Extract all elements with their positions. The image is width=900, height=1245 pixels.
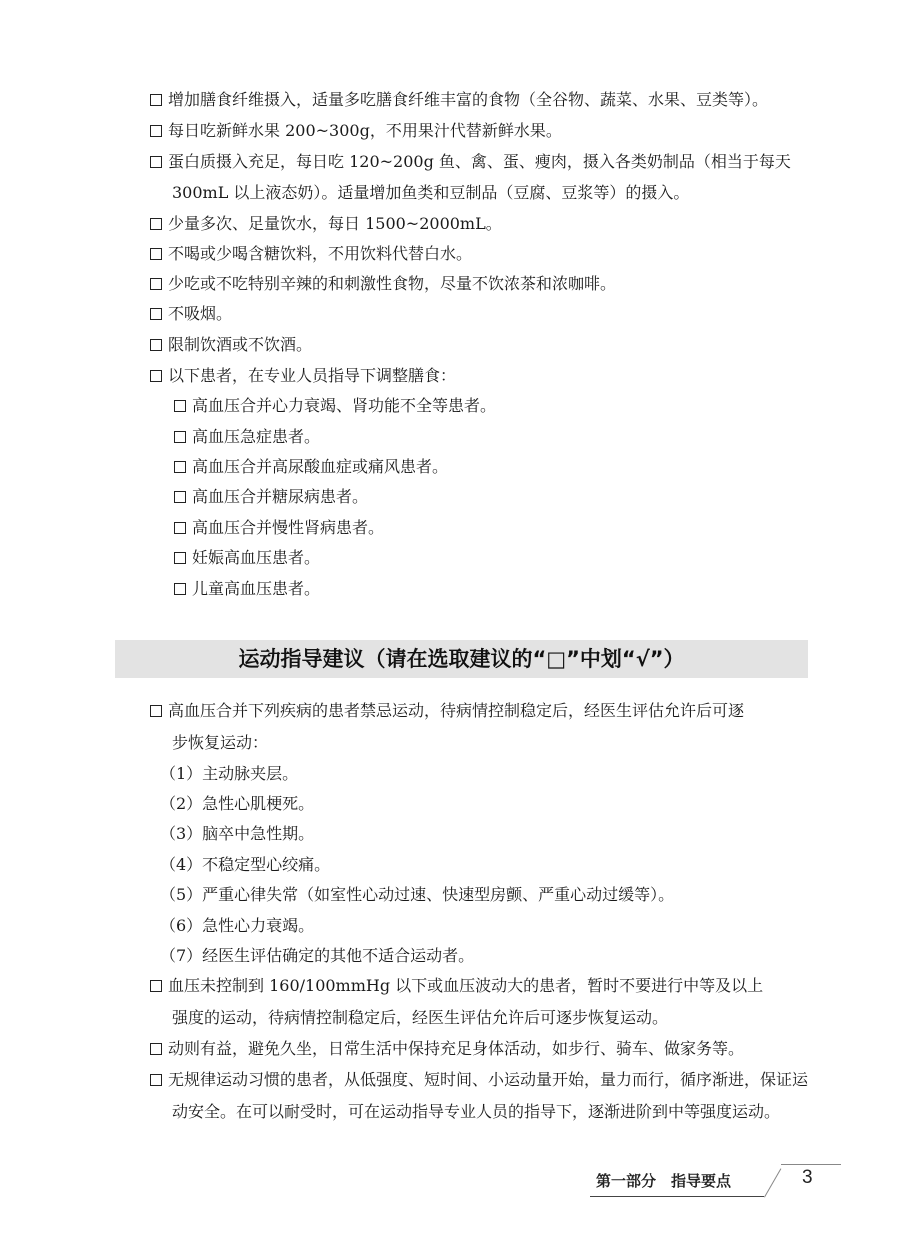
item-text: 高血压合并心力衰竭、肾功能不全等患者。 [192, 396, 497, 415]
checkbox-icon[interactable] [150, 94, 162, 106]
item-text: 不喝或少喝含糖饮料，不用饮料代替白水。 [168, 244, 473, 263]
checkbox-icon[interactable] [150, 1043, 162, 1055]
item-text: 高血压合并高尿酸血症或痛风患者。 [192, 457, 449, 476]
item-text: 血压未控制到 160/100mmHg 以下或血压波动大的患者，暂时不要进行中等及以上 [168, 976, 764, 995]
checklist-subitem [174, 422, 320, 452]
item-text: 强度的运动，待病情控制稳定后，经医生评估允许后可逐步恢复运动。 [172, 1008, 669, 1027]
checkbox-icon[interactable] [174, 461, 186, 473]
item-text: 动则有益，避免久坐，日常生活中保持充足身体活动，如步行、骑车、做家务等。 [168, 1039, 745, 1058]
checkbox-icon[interactable] [150, 248, 162, 260]
checkbox-icon[interactable] [150, 980, 162, 992]
item-text: （4）不稳定型心绞痛。 [160, 855, 331, 874]
item-text: 少量多次、足量饮水，每日 1500~2000mL。 [168, 214, 502, 233]
checkbox-icon[interactable] [150, 308, 162, 320]
footer-divider [764, 1168, 781, 1197]
checklist-item [150, 209, 502, 239]
checkbox-icon[interactable] [174, 522, 186, 534]
item-continuation [172, 728, 268, 758]
checklist-item [150, 85, 768, 115]
checklist-item [150, 116, 562, 146]
checkbox-icon[interactable] [150, 218, 162, 230]
item-text: 妊娠高血压患者。 [192, 548, 321, 567]
item-text: 高血压合并糖尿病患者。 [192, 487, 369, 506]
footer-rule [590, 1196, 764, 1197]
checkbox-icon[interactable] [150, 156, 162, 168]
item-text: 增加膳食纤维摄入，适量多吃膳食纤维丰富的食物（全谷物、蔬菜、水果、豆类等）。 [168, 90, 769, 109]
section-title: 运动指导建议（请在选取建议的“□”中划“√”） [238, 647, 685, 671]
checklist-subitem [174, 513, 384, 543]
item-text: 步恢复运动： [172, 733, 269, 752]
checklist-subitem [174, 452, 448, 482]
checkbox-icon[interactable] [174, 431, 186, 443]
checklist-subitem [174, 543, 320, 573]
checklist-item [150, 696, 744, 726]
checklist-subitem [174, 391, 496, 421]
checklist-subitem [174, 574, 320, 604]
item-text: （7）经医生评估确定的其他不适合运动者。 [160, 946, 475, 965]
item-text: 无规律运动习惯的患者，从低强度、短时间、小运动量开始，量力而行，循序渐进，保证运 [168, 1070, 809, 1089]
item-text: 高血压急症患者。 [192, 427, 321, 446]
checklist-item [150, 147, 791, 177]
footer-section-label: 第一部分 指导要点 [596, 1172, 732, 1190]
checklist-item [150, 330, 312, 360]
checkbox-icon[interactable] [150, 339, 162, 351]
item-continuation [172, 1003, 668, 1033]
checklist-item [150, 299, 232, 329]
numbered-item [160, 911, 314, 941]
checklist-item [150, 971, 763, 1001]
item-text: 儿童高血压患者。 [192, 579, 321, 598]
item-text: 蛋白质摄入充足，每日吃 120~200g 鱼、禽、蛋、瘦肉，摄入各类奶制品（相当于每天 [168, 152, 791, 171]
item-text: 限制饮酒或不饮酒。 [168, 335, 313, 354]
item-text: 高血压合并下列疾病的患者禁忌运动，待病情控制稳定后，经医生评估允许后可逐 [168, 701, 745, 720]
numbered-item [160, 941, 474, 971]
item-text: 高血压合并慢性肾病患者。 [192, 518, 385, 537]
checkbox-icon[interactable] [174, 583, 186, 595]
checklist-item [150, 269, 616, 299]
item-text: （5）严重心律失常（如室性心动过速、快速型房颤、严重心动过缓等）。 [160, 885, 675, 904]
item-text: （6）急性心力衰竭。 [160, 916, 315, 935]
checkbox-icon[interactable] [150, 278, 162, 290]
section-header-bar [115, 640, 808, 678]
item-text: 动安全。在可以耐受时，可在运动指导专业人员的指导下，逐渐进阶到中等强度运动。 [172, 1102, 781, 1121]
checkbox-icon[interactable] [150, 370, 162, 382]
numbered-item [160, 819, 314, 849]
item-text: 以下患者，在专业人员指导下调整膳食： [168, 366, 457, 385]
checklist-item [150, 1034, 744, 1064]
checklist-item [150, 239, 472, 269]
item-continuation [172, 178, 689, 208]
page-number: 3 [802, 1167, 813, 1188]
checkbox-icon[interactable] [150, 1074, 162, 1086]
numbered-item [160, 789, 314, 819]
checkbox-icon[interactable] [174, 491, 186, 503]
numbered-item [160, 759, 298, 789]
item-text: （1）主动脉夹层。 [160, 764, 299, 783]
checkbox-icon[interactable] [174, 400, 186, 412]
checklist-item [150, 1065, 808, 1095]
item-text: （2）急性心肌梗死。 [160, 794, 315, 813]
checkbox-icon[interactable] [150, 705, 162, 717]
item-continuation [172, 1097, 780, 1127]
numbered-item [160, 850, 330, 880]
item-text: 少吃或不吃特别辛辣的和刺激性食物，尽量不饮浓茶和浓咖啡。 [168, 274, 617, 293]
item-text: 不吸烟。 [168, 304, 233, 323]
checklist-item [150, 361, 456, 391]
footer-rule-top [781, 1164, 841, 1165]
checkbox-icon[interactable] [150, 125, 162, 137]
item-text: （3）脑卒中急性期。 [160, 824, 315, 843]
item-text: 每日吃新鲜水果 200~300g，不用果汁代替新鲜水果。 [168, 121, 562, 140]
numbered-item [160, 880, 674, 910]
checklist-subitem [174, 482, 368, 512]
item-text: 300mL 以上液态奶）。适量增加鱼类和豆制品（豆腐、豆浆等）的摄入。 [172, 183, 690, 202]
checkbox-icon[interactable] [174, 552, 186, 564]
